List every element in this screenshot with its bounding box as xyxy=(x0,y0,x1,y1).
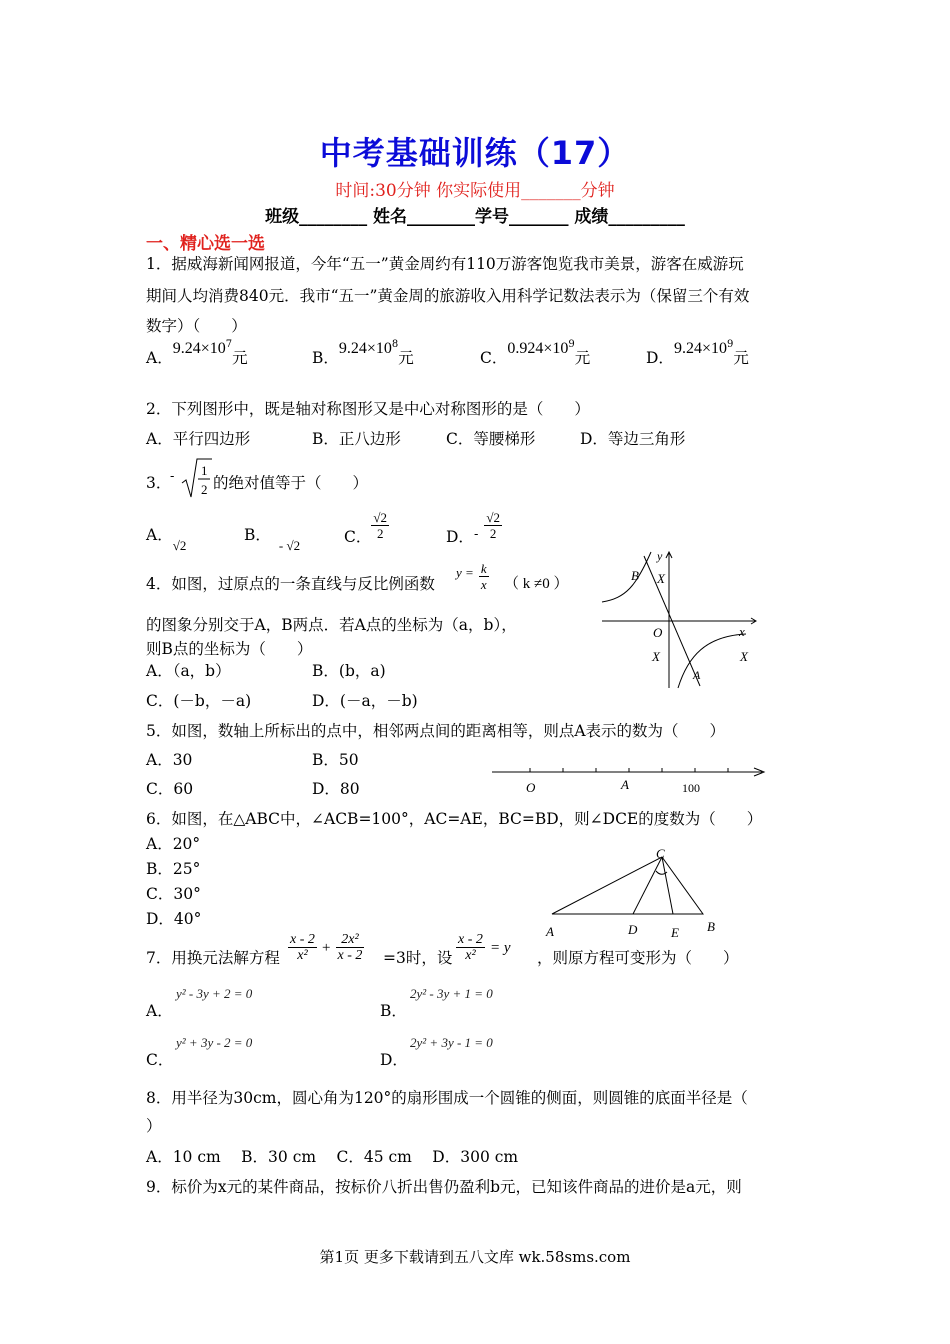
q4-label-x1: X xyxy=(657,571,665,586)
q7-option-c-expr: y² + 3y - 2 = 0 xyxy=(176,1035,253,1050)
q5-stem: 5．如图，数轴上所标出的点中，相邻两点间的距离相等，则点A表示的数为（ ） xyxy=(146,722,726,740)
q6-label-d: D xyxy=(628,922,638,937)
q6-label-c: C xyxy=(656,846,665,861)
q4-option-d[interactable]: D．(－a，－b) xyxy=(312,692,418,710)
q3-suffix: 的绝对值等于（ ） xyxy=(213,474,369,492)
info-line: 班级________ 姓名________学号_______ 成绩_________ xyxy=(265,207,685,227)
q1-option-c[interactable]: C．$0.924\times 10^9$元 xyxy=(480,338,591,367)
q7-option-a-expr: y² - 3y + 2 = 0 xyxy=(176,986,253,1001)
q4-label-x2: X xyxy=(652,649,660,664)
q2-stem: 2．下列图形中，既是轴对称图形又是中心对称图形的是（ ） xyxy=(146,400,590,418)
time-line: 时间:30分钟 你实际使用_______分钟 xyxy=(335,181,615,201)
q2-option-c[interactable]: C．等腰梯形 xyxy=(446,430,536,448)
q3-prefix: 3． xyxy=(146,474,172,492)
q4-line3: 则B点的坐标为（ ） xyxy=(146,640,313,658)
q4-condition: （ k ≠0 ） xyxy=(504,576,569,592)
q1-option-d[interactable]: D．$9.24\times 10^9$元 xyxy=(646,338,749,367)
q5-label-a: A xyxy=(621,777,629,792)
q4-function: $^{y =}$ $\frac{k}{x}$ xyxy=(456,561,487,592)
q2-option-d[interactable]: D．等边三角形 xyxy=(580,430,686,448)
q7-suffix: ，则原方程可变形为（ ） xyxy=(537,949,739,967)
q7-substitution: $\frac{x - 2}{\text{x²}}$ = y xyxy=(458,932,511,963)
q3-option-b[interactable]: B．$_{- √2}$ xyxy=(244,526,301,553)
q3-radical xyxy=(180,457,214,501)
q7-option-a[interactable]: A． xyxy=(146,1002,173,1020)
q4-label-x: x xyxy=(739,624,745,639)
q7-option-b[interactable]: B． xyxy=(380,1002,407,1020)
q4-label-x3: X xyxy=(740,649,748,664)
q3-num: 1 xyxy=(201,463,208,478)
section-heading: 一、精心选一选 xyxy=(146,234,265,254)
q9-line1: 9．标价为x元的某件商品，按标价八折出售仍盈利b元，已知该件商品的进价是a元，则 xyxy=(146,1178,742,1196)
q6-label-e: E xyxy=(671,925,679,940)
q2-option-b[interactable]: B．正八边形 xyxy=(312,430,401,448)
q4-line2: 的图象分别交于A，B两点．若A点的坐标为（a，b）， xyxy=(146,616,517,634)
q3-option-c[interactable]: C． $\frac{√2}{2}$ xyxy=(344,510,388,546)
q4-curve-left xyxy=(602,552,651,602)
q7-equation: $\frac{x - 2}{\text{x²}}$ + $\frac{\text{2x²}}{x - 2}$ xyxy=(290,932,363,963)
q5-label-100: 100 xyxy=(682,781,700,795)
q4-line1: 4．如图，过原点的一条直线与反比例函数 xyxy=(146,575,435,593)
q7-option-d[interactable]: D． xyxy=(380,1051,408,1069)
q6-triangle-figure xyxy=(540,845,730,945)
q1-line3: 数字）（ ） xyxy=(146,317,247,335)
page-footer: 第1页 更多下载请到五八文库 wk.58sms.com xyxy=(319,1248,631,1266)
q1-option-b[interactable]: B．$9.24\times 10^8$元 xyxy=(312,338,414,367)
q6-option-a[interactable]: A．20° xyxy=(146,835,201,853)
q7-option-d-expr: 2y² + 3y - 1 = 0 xyxy=(410,1035,493,1050)
q4-option-a[interactable]: A．（a，b） xyxy=(146,662,231,680)
q6-label-b: B xyxy=(707,919,715,934)
q5-number-line xyxy=(490,760,770,800)
q4-figure xyxy=(596,546,766,692)
q7-eq3: =3时，设 xyxy=(383,949,453,967)
q6-option-c[interactable]: C．30° xyxy=(146,885,201,903)
q8-line2: ） xyxy=(146,1117,162,1135)
q3-option-d[interactable]: D．$_-$ $\frac{√2}{2}$ xyxy=(446,510,500,546)
q1-option-a[interactable]: A．$9.24\times 10^7$元 xyxy=(146,338,248,367)
q5-option-c[interactable]: C．60 xyxy=(146,780,194,798)
q3-option-a[interactable]: A．$_{√2}$ xyxy=(146,526,187,553)
q5-option-a[interactable]: A．30 xyxy=(146,751,193,769)
q4-option-c[interactable]: C．(－b，－a) xyxy=(146,692,252,710)
q4-label-o: O xyxy=(653,625,663,640)
q6-stem: 6．如图，在△ABC中，∠ACB=100°，AC=AE，BC=BD，则∠DCE的度数为（ ） xyxy=(146,810,763,828)
q4-label-b: B xyxy=(631,568,639,583)
q4-option-b[interactable]: B．(b，a) xyxy=(312,662,386,680)
q3-den: 2 xyxy=(201,482,208,497)
q6-label-a: A xyxy=(546,924,554,939)
q5-option-d[interactable]: D．80 xyxy=(312,780,360,798)
q2-option-a[interactable]: A．平行四边形 xyxy=(146,430,251,448)
q7-option-c[interactable]: C． xyxy=(146,1051,174,1069)
q3-minus: - xyxy=(170,469,175,484)
q7-option-b-expr: 2y² - 3y + 1 = 0 xyxy=(410,986,493,1001)
q4-curve-right xyxy=(678,634,746,688)
q7-prefix: 7．用换元法解方程 xyxy=(146,949,280,967)
q4-label-y: y xyxy=(657,549,663,563)
q8-line1: 8．用半径为30cm，圆心角为120°的扇形围成一个圆锥的侧面，则圆锥的底面半径是（ xyxy=(146,1089,748,1107)
q6-option-b[interactable]: B．25° xyxy=(146,860,201,878)
q1-line2: 期间人均消费840元．我市“五一”黄金周的旅游收入用科学记数法表示为（保留三个有效 xyxy=(146,287,750,305)
q5-option-b[interactable]: B．50 xyxy=(312,751,359,769)
page-title: 中考基础训练（17） xyxy=(319,134,631,172)
q4-label-a: A xyxy=(693,668,701,682)
q6-option-d[interactable]: D．40° xyxy=(146,910,202,928)
q5-label-o: O xyxy=(526,780,536,795)
q1-line1: 1．据威海新闻网报道，今年“五一”黄金周约有110万游客饱览我市美景，游客在威游玩 xyxy=(146,255,744,273)
q8-options[interactable]: A．10 cm B．30 cm C．45 cm D．300 cm xyxy=(146,1148,519,1166)
